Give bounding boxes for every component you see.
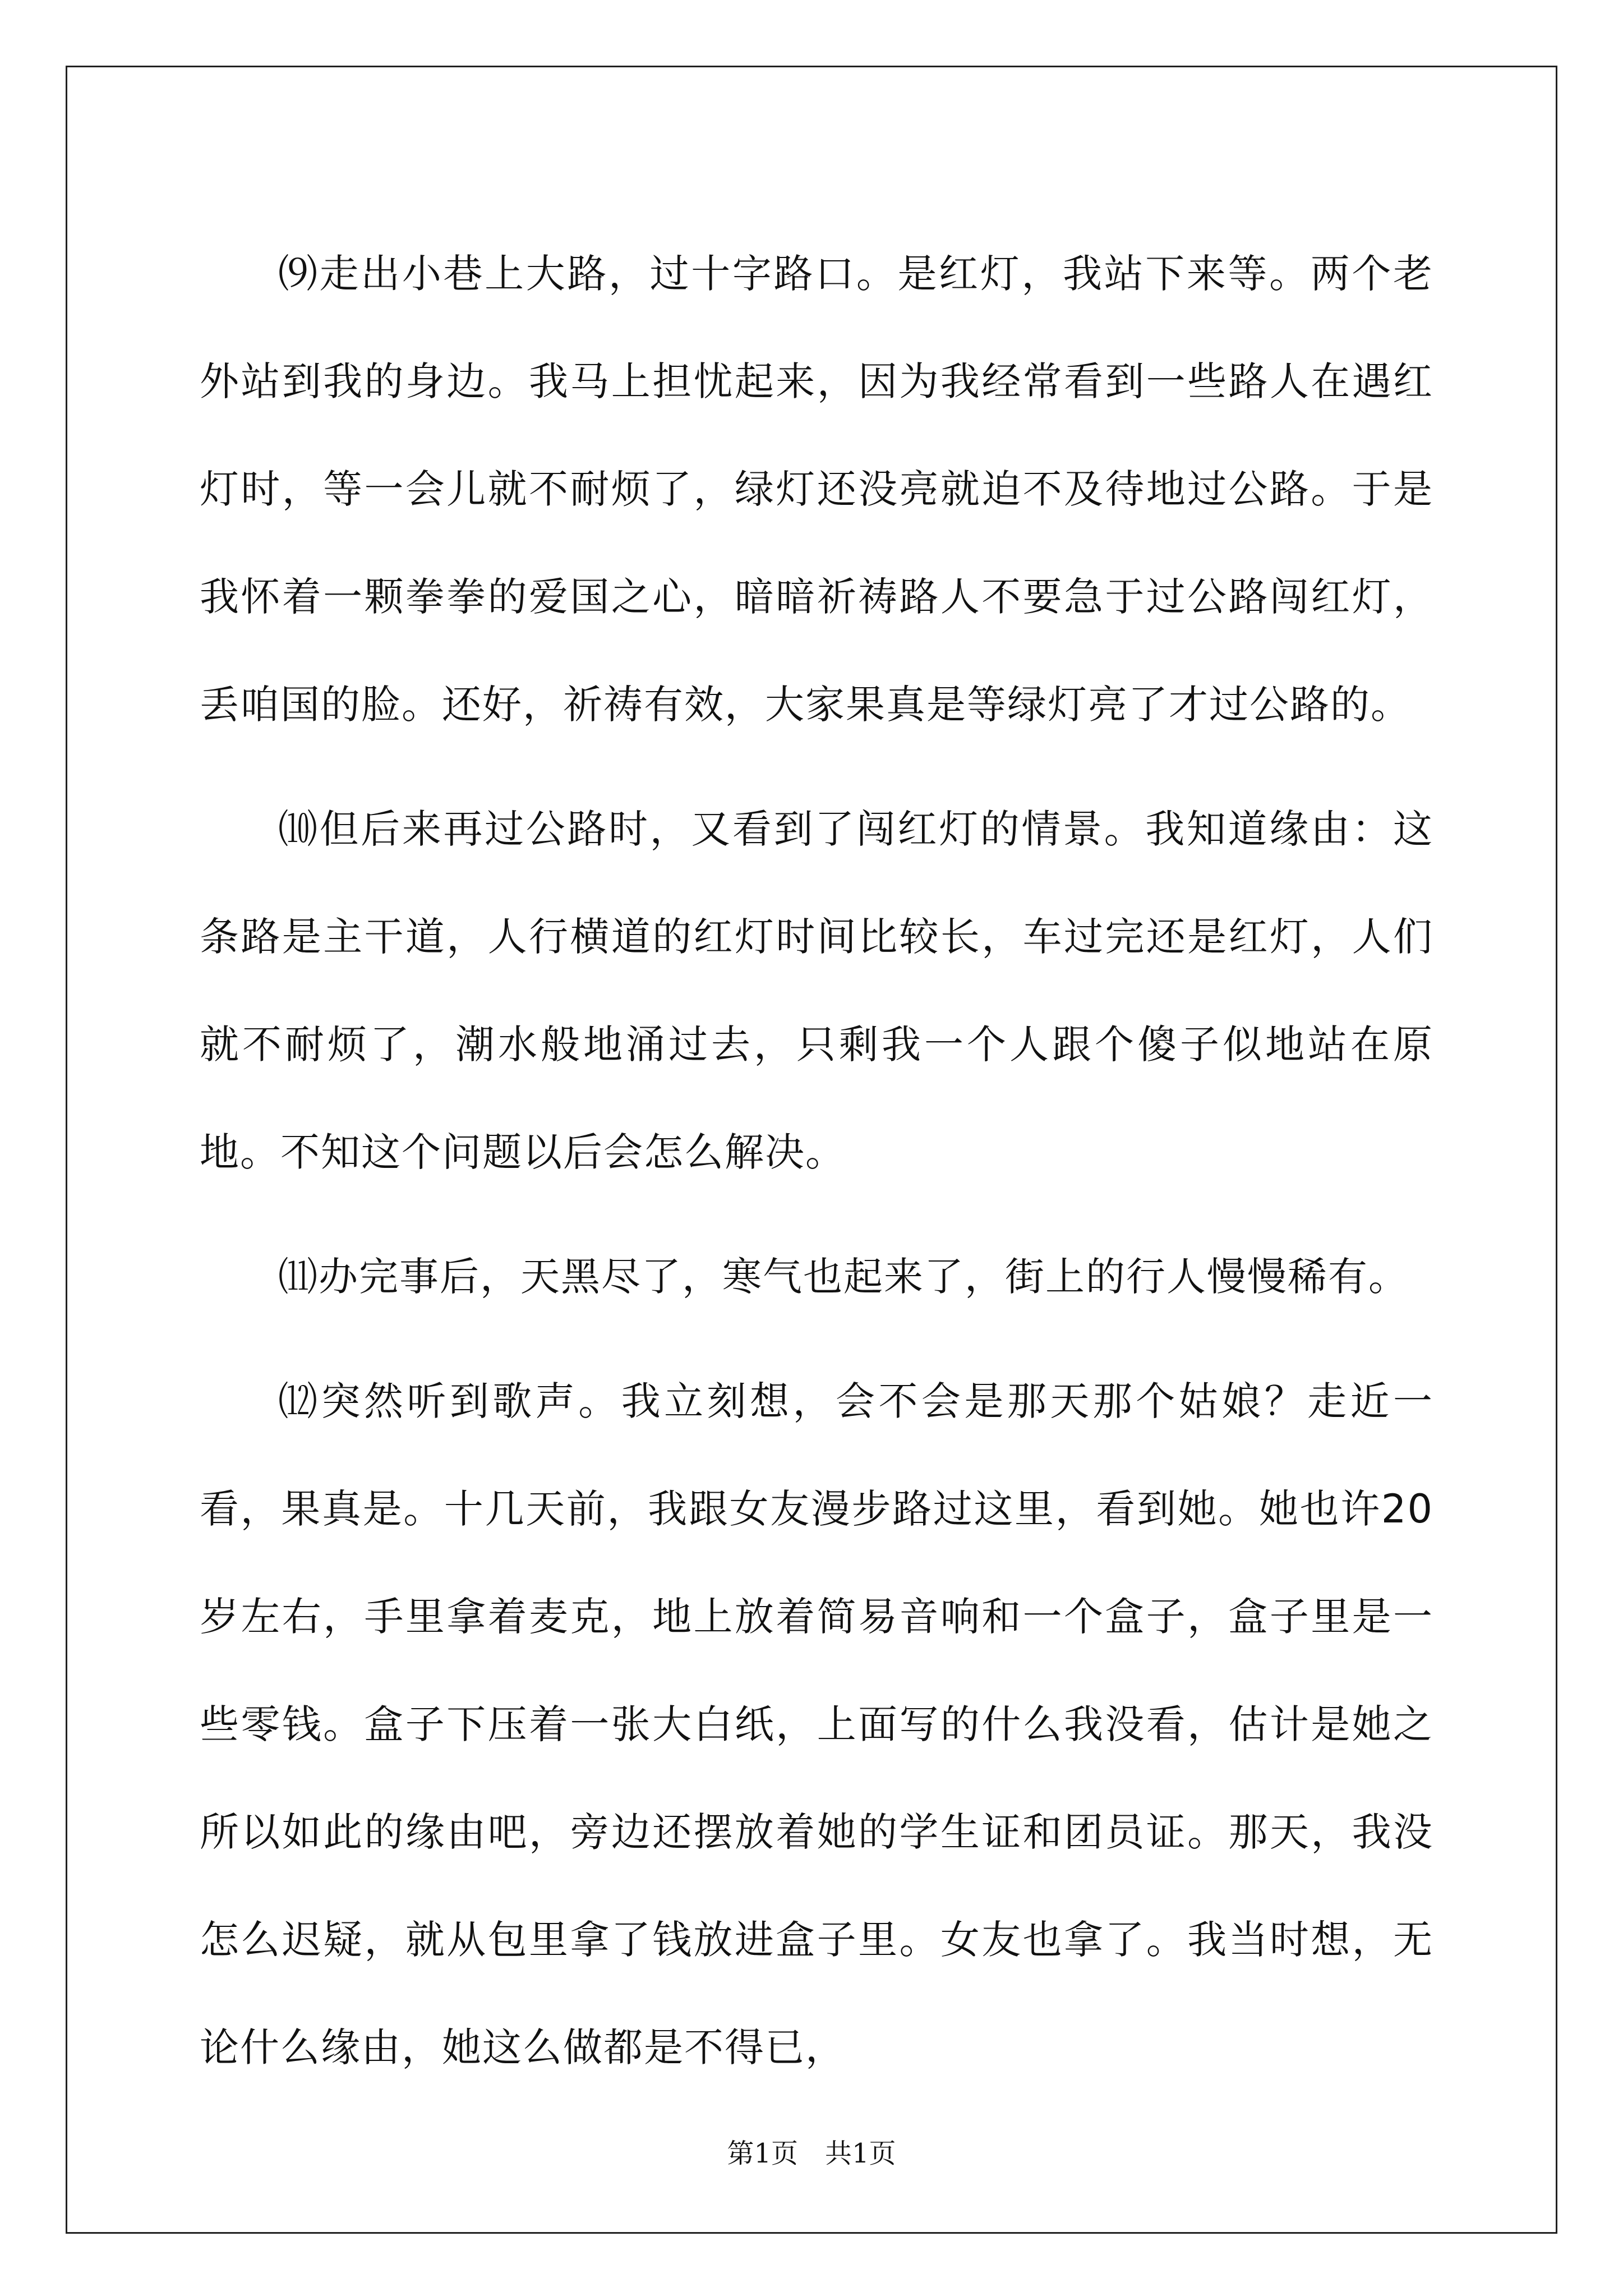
paragraph-11: ⑾办完事后，天黑尽了，寒气也起来了，街上的行人慢慢稀有。 (278, 1254, 1409, 1300)
document-body (200, 220, 1433, 2118)
paragraph-12: ⑿突然听到歌声。我立刻想，会不会是那天那个姑娘？走近一看，果真是。十几天前，我跟女友漫步路过这里，看到她。她也许20岁左右，手里拿着麦克，地上放着简易音响和一个盒子，盒子里是一些零钱。盒子下压着一张大白纸，上面写的什么我没看，估计是她之所以如此的缘由吧，旁边还摆放着她的学生证和团员证。那天，我没怎么迟疑，就从包里拿了钱放进盒子里。女友也拿了。我当时想，无论什么缘由，她这么做都是不得已， (200, 1378, 1433, 2070)
paragraph-10: ⑽但后来再过公路时，又看到了闯红灯的情景。我知道缘由：这条路是主干道，人行横道的红灯时间比较长，车过完还是红灯，人们就不耐烦了，潮水般地涌过去，只剩我一个人跟个傻子似地站在原地。不知这个问题以后会怎么解决。 (200, 806, 1433, 1175)
page-footer: 第1页 共1页 (727, 2138, 896, 2169)
paragraph-9: ⑼走出小巷上大路，过十字路口。是红灯，我站下来等。两个老外站到我的身边。我马上担忧起来，因为我经常看到一些路人在遇红灯时，等一会儿就不耐烦了，绿灯还没亮就迫不及待地过公路。于是我怀着一颗拳拳的爱国之心，暗暗祈祷路人不要急于过公路闯红灯，丢咱国的脸。还好，祈祷有效，大家果真是等绿灯亮了才过公路的。 (200, 251, 1433, 728)
